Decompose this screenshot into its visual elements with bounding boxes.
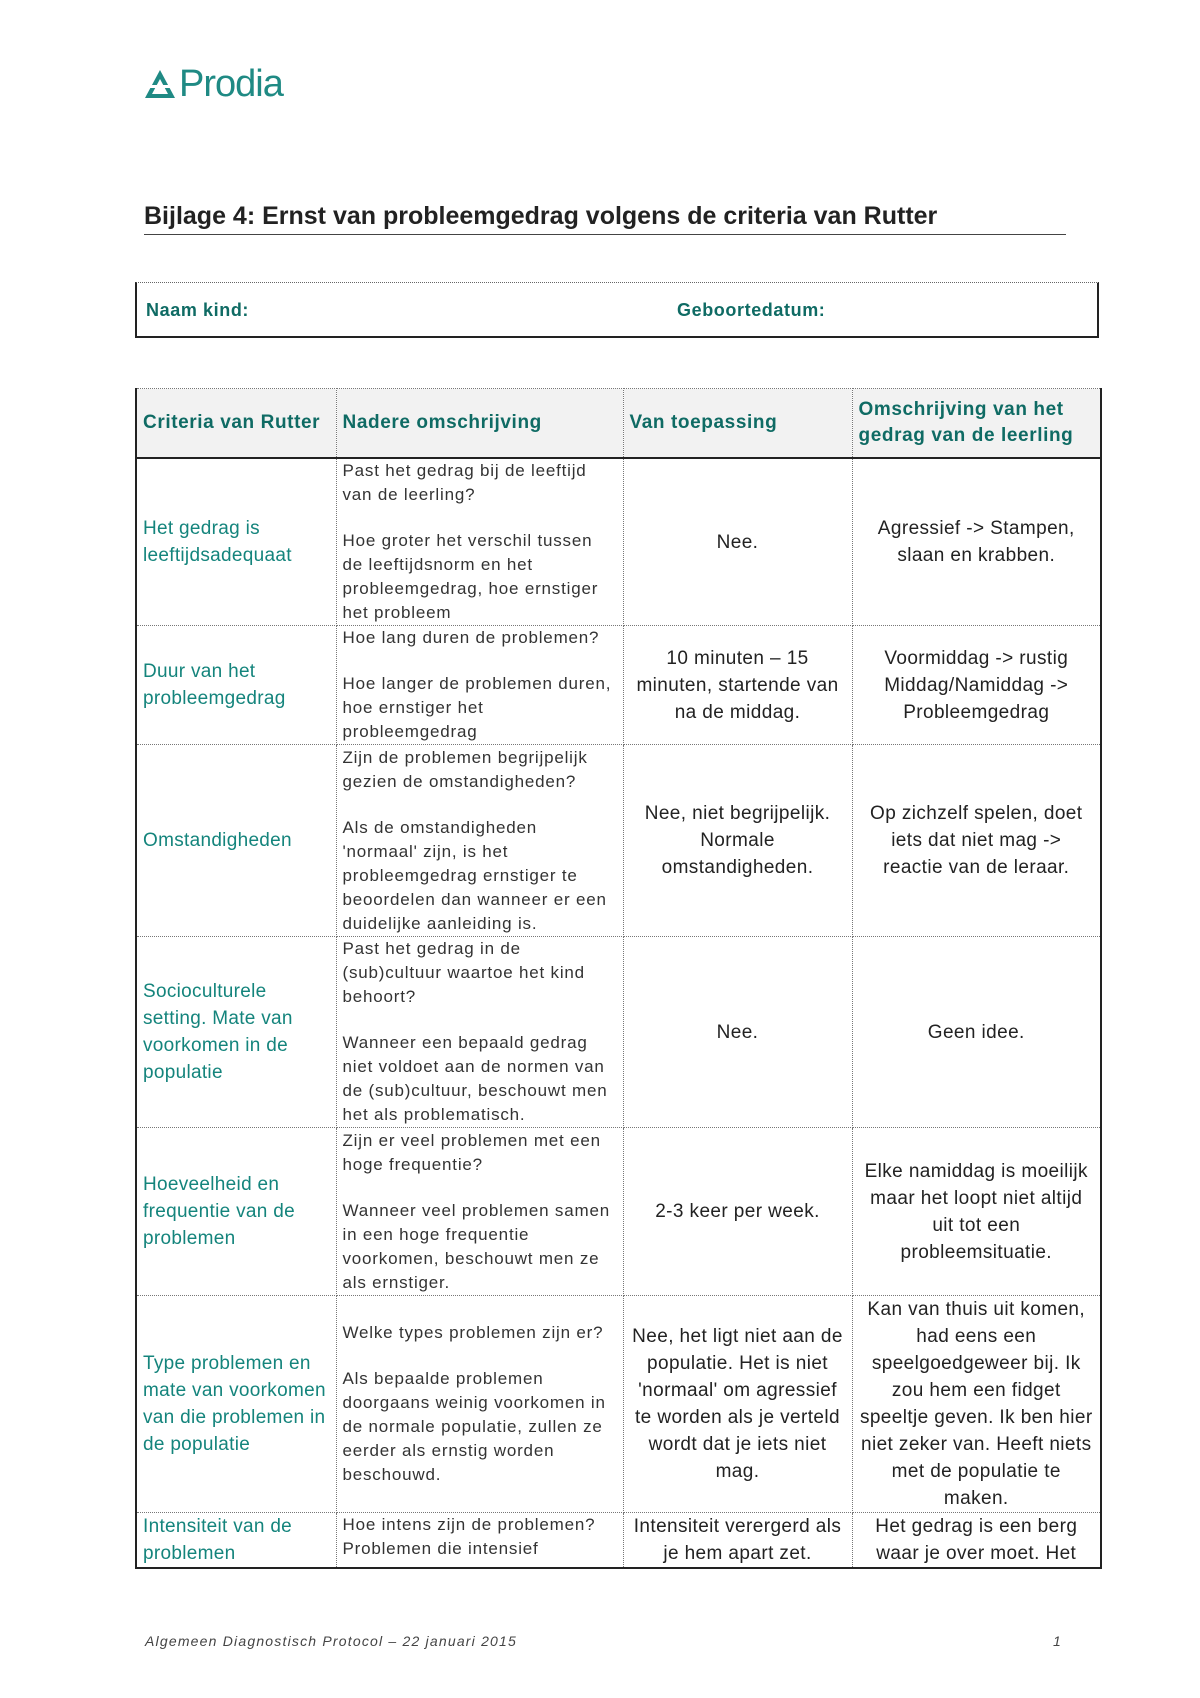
description-question: Zijn de problemen begrijpelijk gezien de omstandigheden? <box>342 747 588 791</box>
page-title: Bijlage 4: Ernst van probleemgedrag volgens de criteria van Rutter <box>144 202 1066 235</box>
table-header-row <box>136 389 1101 459</box>
description-explanation: Wanneer een bepaald gedrag niet voldoet aan de normen van de (sub)cultuur, beschouwt men het als problematisch. <box>342 1033 608 1124</box>
description-cell <box>336 1296 623 1513</box>
table-row <box>136 745 1101 937</box>
applies-cell: 10 minuten – 15 minuten, startende van na de middag. <box>623 626 852 745</box>
birthdate-label: Geboortedatum: <box>677 300 826 320</box>
description-question: Past het gedrag bij de leeftijd van de leerling? <box>342 461 587 504</box>
description-explanation: Als de omstandigheden 'normaal' zijn, is het probleemgedrag ernstiger te beoordelen dan wanneer er een duidelijke aanleiding is. <box>342 817 607 933</box>
behaviour-cell: Elke namiddag is moeilijk maar het loopt niet altijd uit tot een probleemsituatie. <box>852 1128 1101 1296</box>
criterion-cell: Omstandigheden <box>136 745 336 937</box>
criterion-cell: Duur van het probleemgedrag <box>136 626 336 745</box>
child-info-box <box>135 282 1099 338</box>
description-explanation: Wanneer veel problemen samen in een hoge frequentie voorkomen, beschouwt men ze als ernstiger. <box>342 1200 610 1292</box>
triangle-logo-icon <box>144 68 176 100</box>
table-row <box>136 1296 1101 1513</box>
child-name-label: Naam kind: <box>146 300 250 320</box>
description-explanation: Problemen die intensief <box>342 1539 539 1558</box>
description-cell <box>336 1513 623 1569</box>
description-explanation: Als bepaalde problemen doorgaans weinig voorkomen in de normale populatie, zullen ze eerder als ernstig worden beschouwd. <box>342 1369 606 1484</box>
description-explanation: Hoe langer de problemen duren, hoe ernstiger het probleemgedrag <box>342 674 612 741</box>
description-cell <box>336 937 623 1128</box>
behaviour-cell: Het gedrag is een berg waar je over moet. Het <box>852 1513 1101 1569</box>
description-cell <box>336 458 623 626</box>
behaviour-cell: Op zichzelf spelen, doet iets dat niet mag -> reactie van de leraar. <box>852 745 1101 937</box>
behaviour-cell: Voormiddag -> rustig Middag/Namiddag -> Probleemgedrag <box>852 626 1101 745</box>
description-cell <box>336 1128 623 1296</box>
header-description: Nadere omschrijving <box>336 389 623 459</box>
prodia-logo <box>144 64 283 104</box>
criterion-cell: Intensiteit van de problemen <box>136 1513 336 1569</box>
behaviour-cell: Geen idee. <box>852 937 1101 1128</box>
description-explanation: Hoe groter het verschil tussen de leeftijdsnorm en het probleemgedrag, hoe ernstiger het probleem <box>342 531 599 622</box>
table-row <box>136 458 1101 626</box>
behaviour-cell: Agressief -> Stampen, slaan en krabben. <box>852 458 1101 626</box>
criterion-cell: Het gedrag is leeftijdsadequaat <box>136 458 336 626</box>
behaviour-cell: Kan van thuis uit komen, had eens een speelgoedgeweer bij. Ik zou hem een fidget speeltje geven. Ik ben hier niet zeker van. Heeft niets met de populatie te maken. <box>852 1296 1101 1513</box>
rutter-criteria-table <box>135 388 1102 1569</box>
applies-cell: Nee. <box>623 458 852 626</box>
applies-cell: Nee, niet begrijpelijk. Normale omstandigheden. <box>623 745 852 937</box>
header-criteria: Criteria van Rutter <box>136 389 336 459</box>
table-row <box>136 626 1101 745</box>
table-row <box>136 937 1101 1128</box>
description-question: Welke types problemen zijn er? <box>342 1323 604 1342</box>
applies-cell: Nee. <box>623 937 852 1128</box>
description-question: Zijn er veel problemen met een hoge frequentie? <box>342 1130 601 1174</box>
table-row <box>136 1128 1101 1296</box>
page-number: 1 <box>1053 1633 1061 1649</box>
header-applies: Van toepassing <box>623 389 852 459</box>
description-question: Hoe intens zijn de problemen? <box>342 1515 596 1534</box>
description-cell <box>336 745 623 937</box>
applies-cell: Intensiteit verergerd als je hem apart zet. <box>623 1513 852 1569</box>
header-behaviour: Omschrijving van het gedrag van de leerling <box>852 389 1101 459</box>
description-question: Past het gedrag in de (sub)cultuur waartoe het kind behoort? <box>342 939 585 1006</box>
description-question: Hoe lang duren de problemen? <box>342 628 600 647</box>
logo-text: Prodia <box>179 63 283 105</box>
criterion-cell: Hoeveelheid en frequentie van de problemen <box>136 1128 336 1296</box>
applies-cell: 2-3 keer per week. <box>623 1128 852 1296</box>
criterion-cell: Socioculturele setting. Mate van voorkomen in de populatie <box>136 937 336 1128</box>
description-cell <box>336 626 623 745</box>
table-row <box>136 1513 1101 1569</box>
applies-cell: Nee, het ligt niet aan de populatie. Het is niet 'normaal' om agressief te worden als je verteld wordt dat je iets niet mag. <box>623 1296 852 1513</box>
criterion-cell: Type problemen en mate van voorkomen van die problemen in de populatie <box>136 1296 336 1513</box>
footer-protocol-text: Algemeen Diagnostisch Protocol – 22 januari 2015 <box>145 1633 518 1649</box>
